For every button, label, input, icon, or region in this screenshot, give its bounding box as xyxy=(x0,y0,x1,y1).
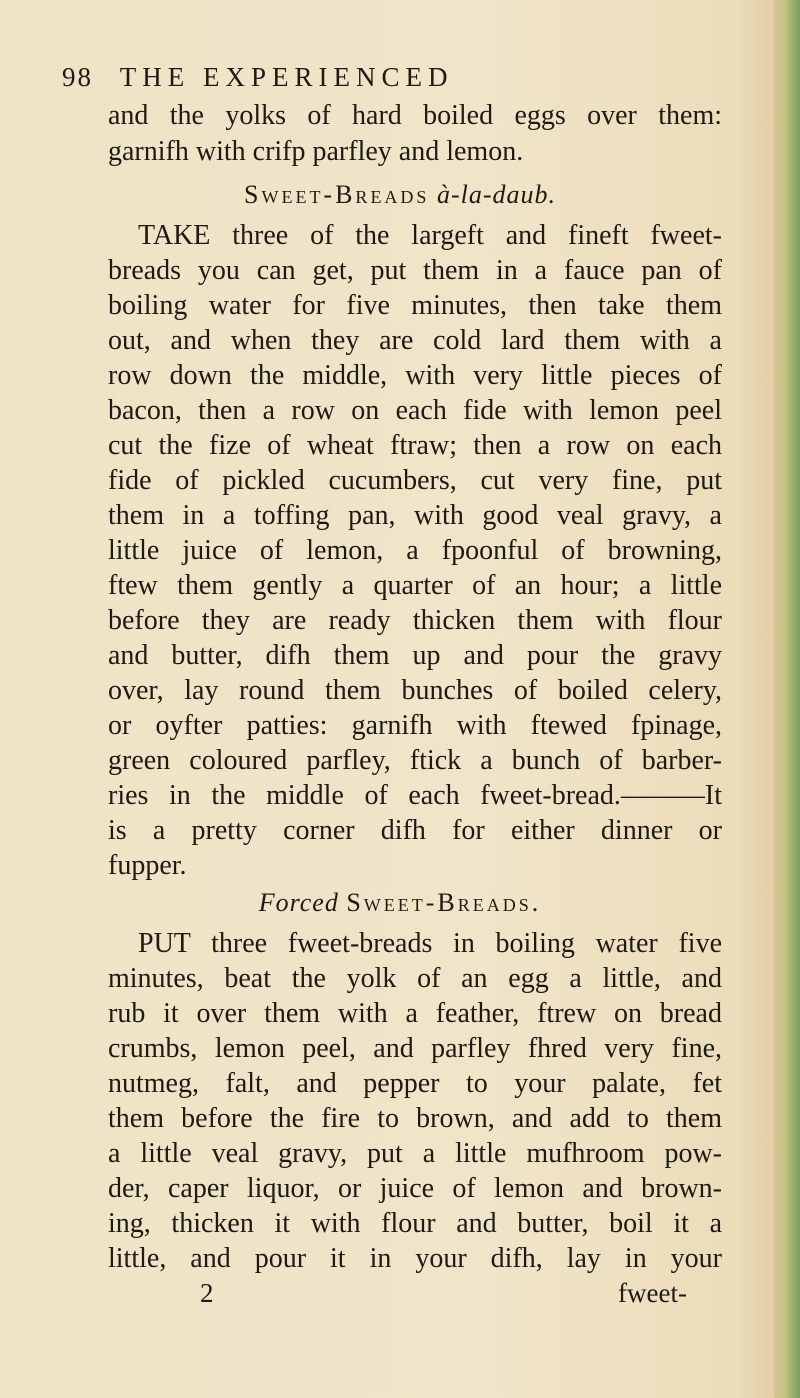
text-line: is a pretty corner difh for either dinner or xyxy=(108,815,722,846)
text-line: and butter, difh them up and pour the gravy xyxy=(108,640,722,671)
text-line: der, caper liquor, or juice of lemon and brown- xyxy=(108,1173,722,1204)
text-line: TAKE three of the largeft and fineft fweet- xyxy=(138,220,722,251)
text-line: cut the fize of wheat ftraw; then a row on each xyxy=(108,430,722,461)
text-line: out, and when they are cold lard them with a xyxy=(108,325,722,356)
catchword: fweet- xyxy=(618,1278,687,1308)
text-line: before they are ready thicken them with flour xyxy=(108,605,722,636)
text-line: bacon, then a row on each fide with lemon peel xyxy=(108,395,722,426)
recipe-heading-1 xyxy=(0,178,800,212)
text-line: them before the fire to brown, and add to them xyxy=(108,1103,722,1134)
running-header xyxy=(62,62,702,93)
text-line: little juice of lemon, a fpoonful of browning, xyxy=(108,535,722,566)
text-line: crumbs, lemon peel, and parfley fhred very fine, xyxy=(108,1033,722,1064)
text-line: ftew them gently a quarter of an hour; a little xyxy=(108,570,722,601)
text-line: minutes, beat the yolk of an egg a little, and xyxy=(108,963,722,994)
heading-italic: Forced xyxy=(258,888,339,917)
text-line: ries in the middle of each fweet-bread.———It xyxy=(108,780,722,811)
text-line: nutmeg, falt, and pepper to your palate, fet xyxy=(108,1068,722,1099)
heading-caps: Sweet-Breads xyxy=(244,180,430,209)
text-line: ing, thicken it with flour and butter, boil it a xyxy=(108,1208,722,1239)
text-line: boiling water for five minutes, then take them xyxy=(108,290,722,321)
text-line: breads you can get, put them in a fauce pan of xyxy=(108,255,722,286)
text-line: green coloured parfley, ftick a bunch of barber- xyxy=(108,745,722,776)
text-line: and the yolks of hard boiled eggs over them: xyxy=(108,100,722,131)
text-line: little, and pour it in your difh, lay in your xyxy=(108,1243,722,1274)
text-line: a little veal gravy, put a little mufhroom pow- xyxy=(108,1138,722,1169)
text-line: row down the middle, with very little pieces of xyxy=(108,360,722,391)
text-line: them in a toffing pan, with good veal gravy, a xyxy=(108,500,722,531)
heading-italic: à-la-daub. xyxy=(436,180,556,209)
heading-caps: Sweet-Breads. xyxy=(346,888,542,917)
text-line: fupper. xyxy=(108,850,187,881)
text-line: PUT three fweet-breads in boiling water five xyxy=(138,928,722,959)
text-line: fide of pickled cucumbers, cut very fine, put xyxy=(108,465,722,496)
text-line: rub it over them with a feather, ftrew on bread xyxy=(108,998,722,1029)
text-line: garnifh with crifp parfley and lemon. xyxy=(108,136,524,167)
text-line: or oyfter patties: garnifh with ftewed fpinage, xyxy=(108,710,722,741)
page-number: 98 xyxy=(62,62,93,92)
running-title: THE EXPERIENCED xyxy=(119,62,454,92)
recipe-heading-2 xyxy=(0,886,800,920)
signature-mark: 2 xyxy=(200,1278,214,1308)
text-line: over, lay round them bunches of boiled celery, xyxy=(108,675,722,706)
